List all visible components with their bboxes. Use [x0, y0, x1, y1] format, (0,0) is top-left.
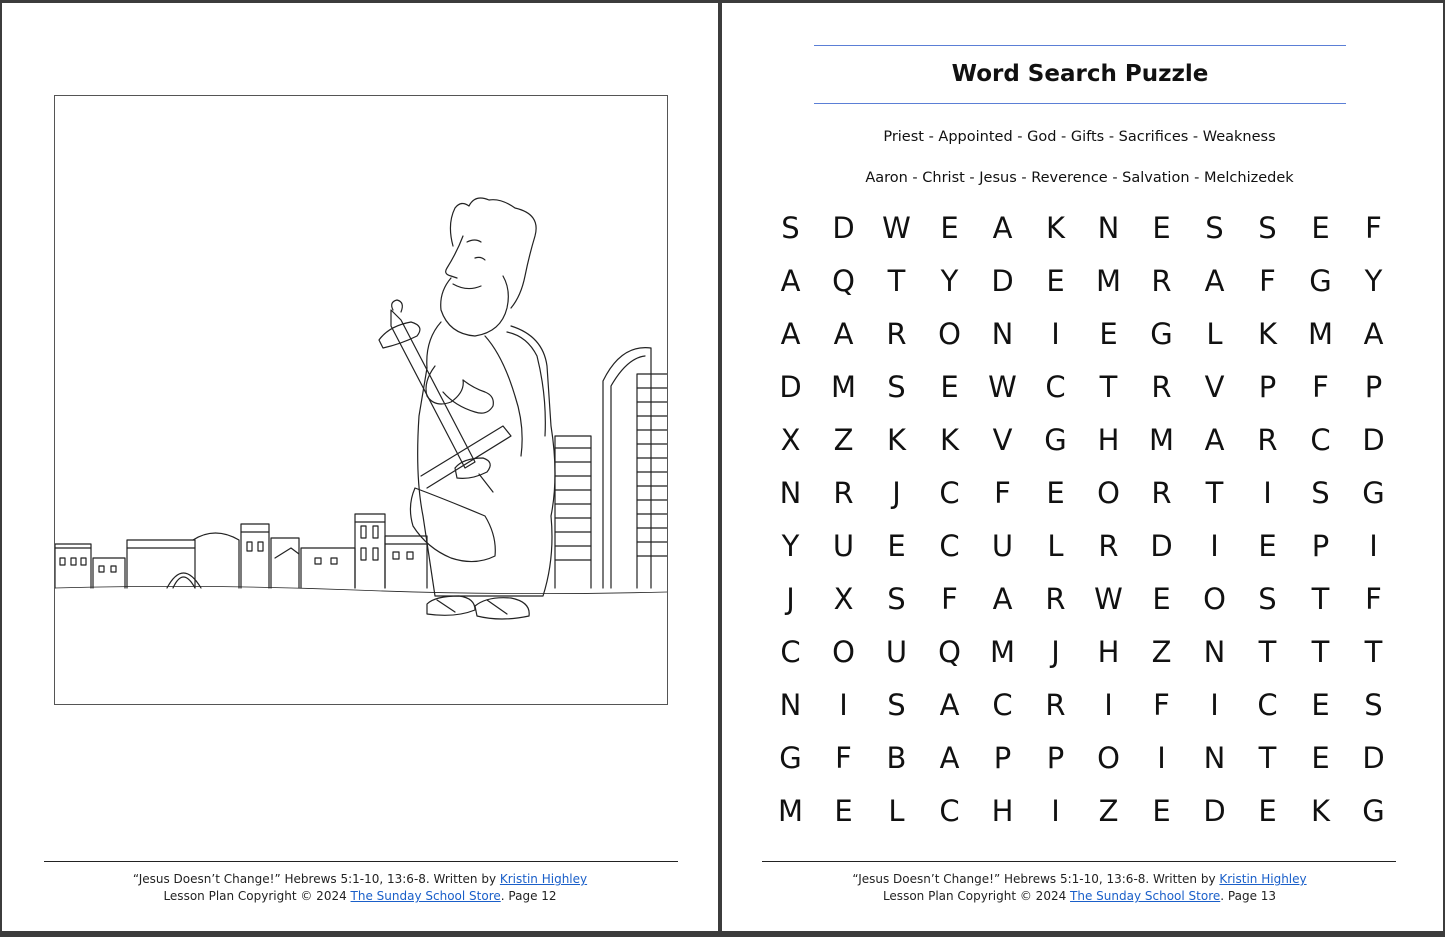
grid-letter: L: [888, 793, 905, 828]
grid-letter: E: [1258, 793, 1277, 828]
grid-letter: I: [1210, 528, 1219, 563]
grid-letter: P: [1364, 369, 1383, 404]
grid-letter: R: [886, 316, 907, 351]
grid-letter: I: [1263, 475, 1272, 510]
grid-letter: S: [1258, 210, 1277, 245]
grid-letter: I: [1051, 793, 1060, 828]
grid-letter: R: [1045, 581, 1066, 616]
grid-letter: D: [1203, 793, 1226, 828]
skyscrapers-right: [555, 348, 667, 588]
grid-letter: J: [1051, 634, 1060, 669]
grid-letter: G: [779, 740, 802, 775]
grid-letter: E: [887, 528, 906, 563]
grid-letter: D: [991, 263, 1014, 298]
grid-letter: U: [832, 528, 855, 563]
grid-letter: C: [939, 475, 960, 510]
grid-letter: E: [1046, 475, 1065, 510]
grid-letter: A: [992, 581, 1013, 616]
page-number: . Page 12: [500, 889, 557, 903]
grid-letter: T: [1311, 634, 1330, 669]
grid-letter: L: [1206, 316, 1223, 351]
page-footer: [2, 871, 718, 905]
grid-letter: M: [830, 369, 857, 404]
grid-letter: T: [1258, 634, 1277, 669]
grid-letter: I: [1051, 316, 1060, 351]
grid-letter: G: [1150, 316, 1173, 351]
grid-letter: M: [989, 634, 1016, 669]
grid-letter: I: [1210, 687, 1219, 722]
grid-letter: T: [1258, 740, 1277, 775]
grid-letter: P: [1258, 369, 1277, 404]
grid-letter: Z: [1098, 793, 1119, 828]
grid-letter: E: [1152, 210, 1171, 245]
grid-letter: W: [1094, 581, 1123, 616]
grid-letter: S: [887, 687, 906, 722]
grid-letter: C: [1257, 687, 1278, 722]
footer-copyright: Lesson Plan Copyright © 2024: [163, 889, 351, 903]
grid-letter: U: [885, 634, 908, 669]
grid-letter: A: [780, 316, 801, 351]
grid-letter: Y: [940, 263, 959, 298]
grid-letter: R: [1098, 528, 1119, 563]
grid-letter: S: [887, 581, 906, 616]
footer-divider: [762, 861, 1396, 862]
page-number: . Page 13: [1220, 889, 1277, 903]
footer-line-2: [722, 888, 1437, 905]
grid-letter: F: [941, 581, 958, 616]
grid-letter: N: [1097, 210, 1120, 245]
grid-letter: I: [1369, 528, 1378, 563]
grid-letter: E: [1311, 687, 1330, 722]
grid-letter: C: [939, 793, 960, 828]
grid-letter: D: [1362, 422, 1385, 457]
footer-divider: [44, 861, 678, 862]
grid-letter: Q: [832, 263, 855, 298]
grid-letter: S: [1258, 581, 1277, 616]
grid-letter: V: [1204, 369, 1225, 404]
page-footer: [722, 871, 1437, 905]
coloring-picture-frame: [54, 95, 668, 705]
word-list-line-1: Priest - Appointed - God - Gifts - Sacrifices - Weakness: [883, 129, 1276, 145]
title-rule-top: [814, 45, 1346, 46]
grid-letter: C: [939, 528, 960, 563]
grid-letter: N: [779, 475, 802, 510]
grid-letter: T: [1205, 475, 1224, 510]
grid-letter: E: [940, 369, 959, 404]
grid-letter: K: [1257, 316, 1278, 351]
page-13: [722, 3, 1443, 931]
word-search-grid: [764, 201, 1400, 837]
town-buildings-left: [55, 514, 427, 588]
grid-letter: W: [988, 369, 1017, 404]
grid-letter: T: [1311, 581, 1330, 616]
grid-letter: R: [1257, 422, 1278, 457]
grid-letter: F: [835, 740, 852, 775]
store-link[interactable]: The Sunday School Store: [350, 889, 501, 903]
grid-letter: H: [1097, 422, 1120, 457]
grid-letter: D: [1362, 740, 1385, 775]
grid-letter: O: [1097, 475, 1120, 510]
grid-letter: F: [994, 475, 1011, 510]
grid-letter: G: [1362, 475, 1385, 510]
grid-letter: Z: [833, 422, 854, 457]
grid-letter: P: [1311, 528, 1330, 563]
grid-letter: K: [939, 422, 960, 457]
grid-letter: E: [1152, 793, 1171, 828]
grid-letter: M: [1307, 316, 1334, 351]
grid-letter: N: [779, 687, 802, 722]
grid-letter: E: [1099, 316, 1118, 351]
grid-letter: K: [886, 422, 907, 457]
grid-letter: T: [1364, 634, 1383, 669]
grid-letter: C: [992, 687, 1013, 722]
coloring-illustration: [55, 96, 667, 704]
grid-letter: H: [991, 793, 1014, 828]
grid-letter: A: [780, 263, 801, 298]
grid-letter: A: [992, 210, 1013, 245]
grid-letter: F: [1153, 687, 1170, 722]
page-12: [2, 3, 718, 931]
grid-letter: E: [1152, 581, 1171, 616]
grid-letter: G: [1362, 793, 1385, 828]
footer-line-1: [2, 871, 718, 888]
grid-letter: S: [1311, 475, 1330, 510]
grid-letter: J: [892, 475, 901, 510]
grid-letter: X: [833, 581, 854, 616]
grid-letter: C: [780, 634, 801, 669]
grid-letter: S: [1205, 210, 1224, 245]
grid-letter: D: [779, 369, 802, 404]
grid-letter: N: [991, 316, 1014, 351]
grid-letter: M: [777, 793, 804, 828]
grid-letter: E: [1311, 210, 1330, 245]
footer-line-1: [722, 871, 1437, 888]
footer-copyright: Lesson Plan Copyright © 2024: [882, 889, 1071, 903]
grid-letter: E: [940, 210, 959, 245]
grid-letter: E: [1311, 740, 1330, 775]
grid-letter: A: [1204, 422, 1225, 457]
grid-letter: R: [1151, 475, 1172, 510]
grid-letter: Y: [1364, 263, 1383, 298]
grid-letter: W: [882, 210, 911, 245]
grid-letter: E: [1258, 528, 1277, 563]
grid-letter: N: [1203, 740, 1226, 775]
grid-letter: F: [1365, 581, 1382, 616]
grid-letter: P: [1046, 740, 1065, 775]
grid-letter: S: [781, 210, 800, 245]
grid-letter: P: [993, 740, 1012, 775]
grid-letter: A: [939, 687, 960, 722]
grid-letter: L: [1047, 528, 1064, 563]
grid-letter: O: [832, 634, 855, 669]
grid-letter: G: [1309, 263, 1332, 298]
grid-letter: T: [887, 263, 906, 298]
grid-letter: J: [786, 581, 795, 616]
grid-letter: U: [991, 528, 1014, 563]
word-list-line-2: Aaron - Christ - Jesus - Reverence - Salvation - Melchizedek: [865, 170, 1294, 186]
footer-line-2: [2, 888, 718, 905]
grid-letter: G: [1044, 422, 1067, 457]
grid-letter: T: [1099, 369, 1118, 404]
grid-letter: K: [1310, 793, 1331, 828]
store-link[interactable]: The Sunday School Store: [1070, 889, 1221, 903]
grid-letter: I: [839, 687, 848, 722]
grid-letter: E: [1046, 263, 1065, 298]
grid-letter: B: [886, 740, 907, 775]
grid-letter: R: [1151, 263, 1172, 298]
grid-letter: R: [1151, 369, 1172, 404]
grid-letter: V: [992, 422, 1013, 457]
grid-letter: I: [1104, 687, 1113, 722]
grid-letter: A: [939, 740, 960, 775]
grid-letter: R: [833, 475, 854, 510]
grid-letter: H: [1097, 634, 1120, 669]
author-link[interactable]: Kristin Highley: [1219, 872, 1307, 886]
grid-letter: A: [1204, 263, 1225, 298]
footer-citation: “Jesus Doesn’t Change!” Hebrews 5:1-10, 13:6-8. Written by: [852, 872, 1220, 886]
grid-letter: M: [1095, 263, 1122, 298]
grid-letter: S: [1364, 687, 1383, 722]
grid-letter: C: [1045, 369, 1066, 404]
grid-letter: A: [833, 316, 854, 351]
grid-letter: C: [1310, 422, 1331, 457]
grid-letter: R: [1045, 687, 1066, 722]
author-link[interactable]: Kristin Highley: [499, 872, 588, 886]
grid-letter: I: [1157, 740, 1166, 775]
grid-letter: Y: [781, 528, 800, 563]
grid-letter: F: [1312, 369, 1329, 404]
grid-letter: O: [938, 316, 961, 351]
grid-letter: F: [1365, 210, 1382, 245]
grid-letter: M: [1148, 422, 1175, 457]
grid-letter: Z: [1151, 634, 1172, 669]
page-title: Word Search Puzzle: [951, 61, 1209, 87]
grid-letter: D: [1150, 528, 1173, 563]
title-rule-bottom: [814, 103, 1346, 104]
grid-letter: X: [780, 422, 801, 457]
grid-letter: Q: [938, 634, 961, 669]
grid-letter: S: [887, 369, 906, 404]
grid-letter: O: [1203, 581, 1226, 616]
grid-letter: K: [1045, 210, 1066, 245]
jesus-figure: [379, 198, 555, 619]
grid-letter: E: [834, 793, 853, 828]
grid-letter: A: [1363, 316, 1384, 351]
footer-citation: “Jesus Doesn’t Change!” Hebrews 5:1-10, 13:6-8. Written by: [132, 872, 500, 886]
grid-letter: N: [1203, 634, 1226, 669]
grid-letter: D: [832, 210, 855, 245]
grid-letter: F: [1259, 263, 1276, 298]
grid-letter: O: [1097, 740, 1120, 775]
